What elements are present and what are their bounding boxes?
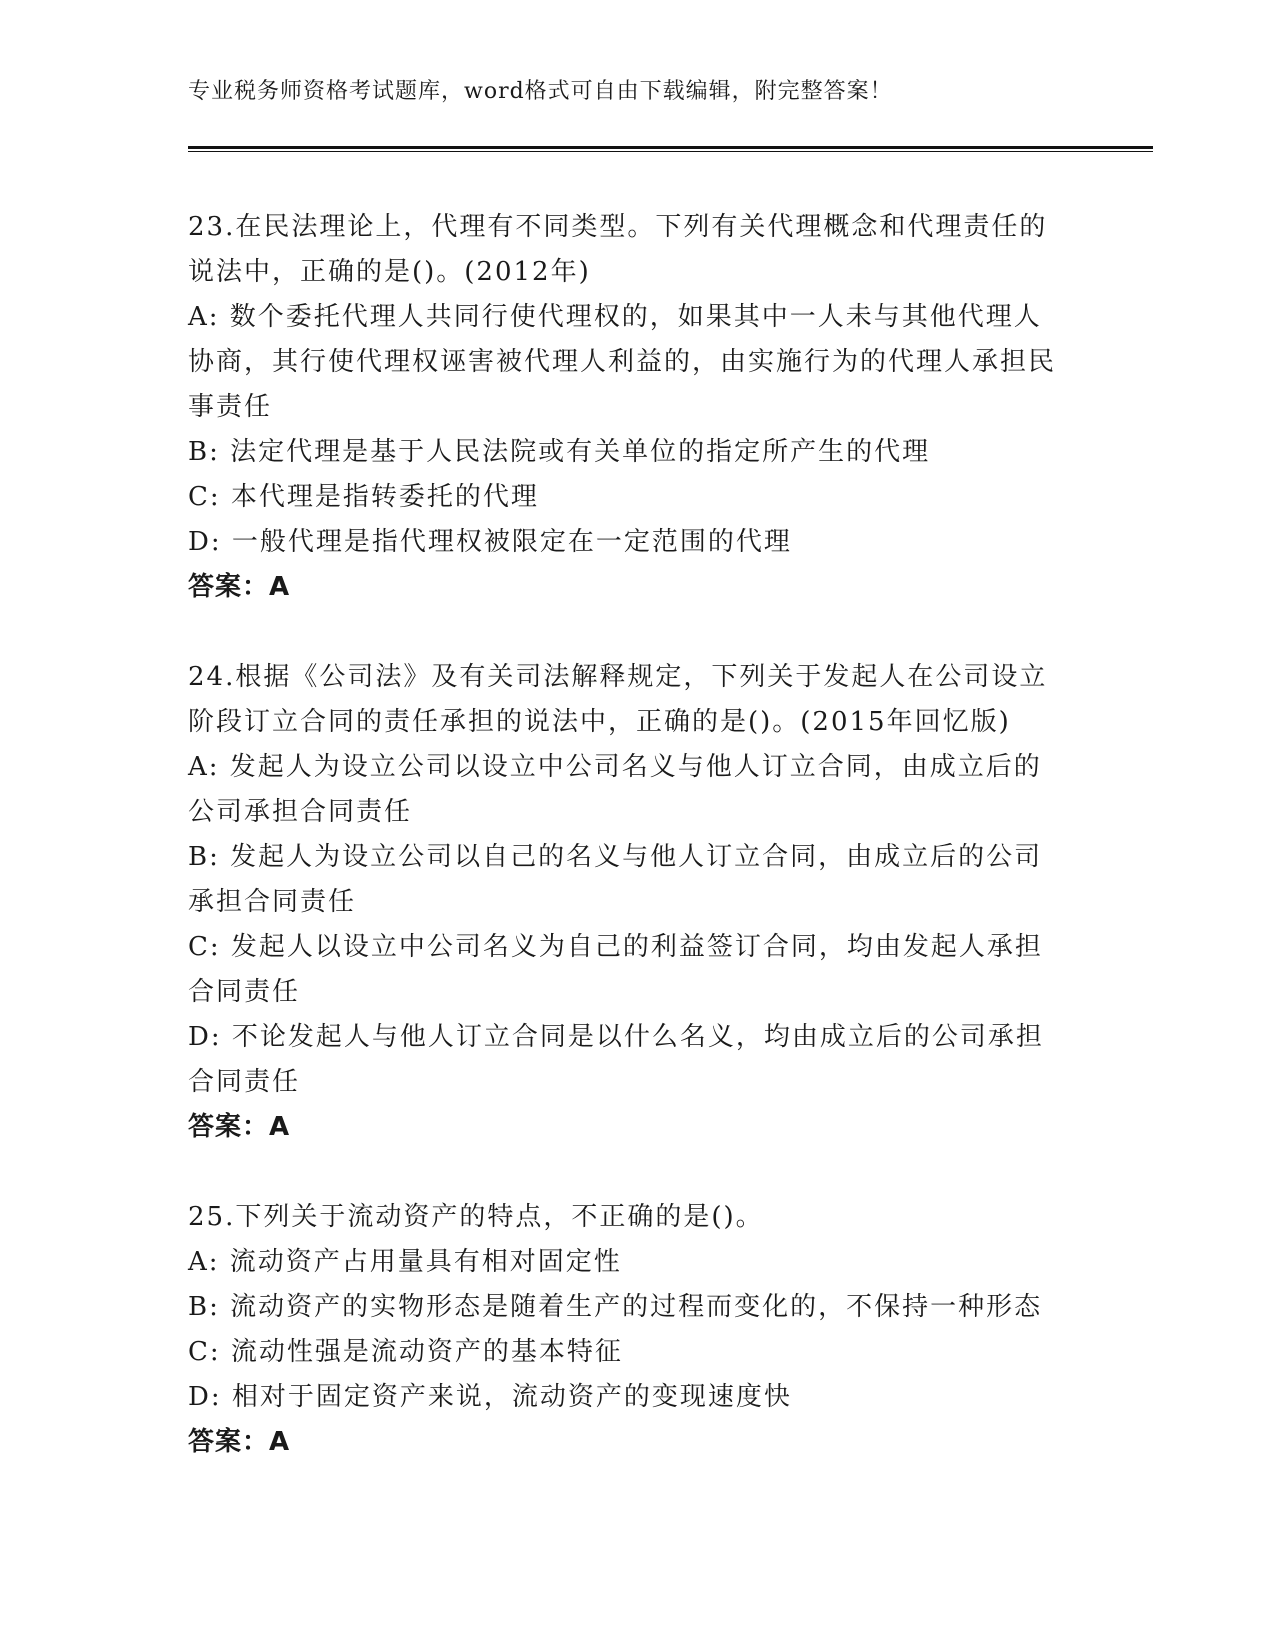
option-a: A: 发起人为设立公司以设立中公司名义与他人订立合同，由成立后的公司承担合同责任	[188, 752, 1042, 827]
question-24	[188, 655, 1068, 1150]
option-a: A: 数个委托代理人共同行使代理权的，如果其中一人未与其他代理人协商，其行使代理权诬害被代理人利益的，由实施行为的代理人承担民事责任	[188, 302, 1057, 422]
option-b: B: 法定代理是基于人民法院或有关单位的指定所产生的代理	[188, 437, 931, 467]
question-23	[188, 205, 1068, 610]
option-c: C: 流动性强是流动资产的基本特征	[188, 1337, 623, 1367]
question-text: 24.根据《公司法》及有关司法解释规定，下列关于发起人在公司设立阶段订立合同的责任承担的说法中，正确的是()。(2015年回忆版)	[188, 662, 1048, 737]
option-a: A: 流动资产占用量具有相对固定性	[188, 1247, 622, 1277]
option-b: B: 发起人为设立公司以自己的名义与他人订立合同，由成立后的公司承担合同责任	[188, 842, 1043, 917]
question-list	[188, 205, 1068, 1510]
header-divider	[188, 146, 1153, 152]
option-d: D: 相对于固定资产来说，流动资产的变现速度快	[188, 1382, 792, 1412]
page-header: 专业税务师资格考试题库，word格式可自由下载编辑，附完整答案！	[188, 79, 893, 104]
option-c: C: 发起人以设立中公司名义为自己的利益签订合同，均由发起人承担合同责任	[188, 932, 1043, 1007]
question-text: 25.下列关于流动资产的特点，不正确的是()。	[188, 1202, 764, 1232]
answer: 答案：A	[188, 1112, 291, 1142]
answer: 答案：A	[188, 572, 291, 602]
option-d: D: 一般代理是指代理权被限定在一定范围的代理	[188, 527, 792, 557]
answer: 答案：A	[188, 1427, 291, 1457]
question-text: 23.在民法理论上，代理有不同类型。下列有关代理概念和代理责任的说法中，正确的是()。(2012年)	[188, 212, 1048, 287]
option-b: B: 流动资产的实物形态是随着生产的过程而变化的，不保持一种形态	[188, 1292, 1043, 1322]
option-c: C: 本代理是指转委托的代理	[188, 482, 539, 512]
option-d: D: 不论发起人与他人订立合同是以什么名义，均由成立后的公司承担合同责任	[188, 1022, 1044, 1097]
question-25	[188, 1195, 1068, 1465]
